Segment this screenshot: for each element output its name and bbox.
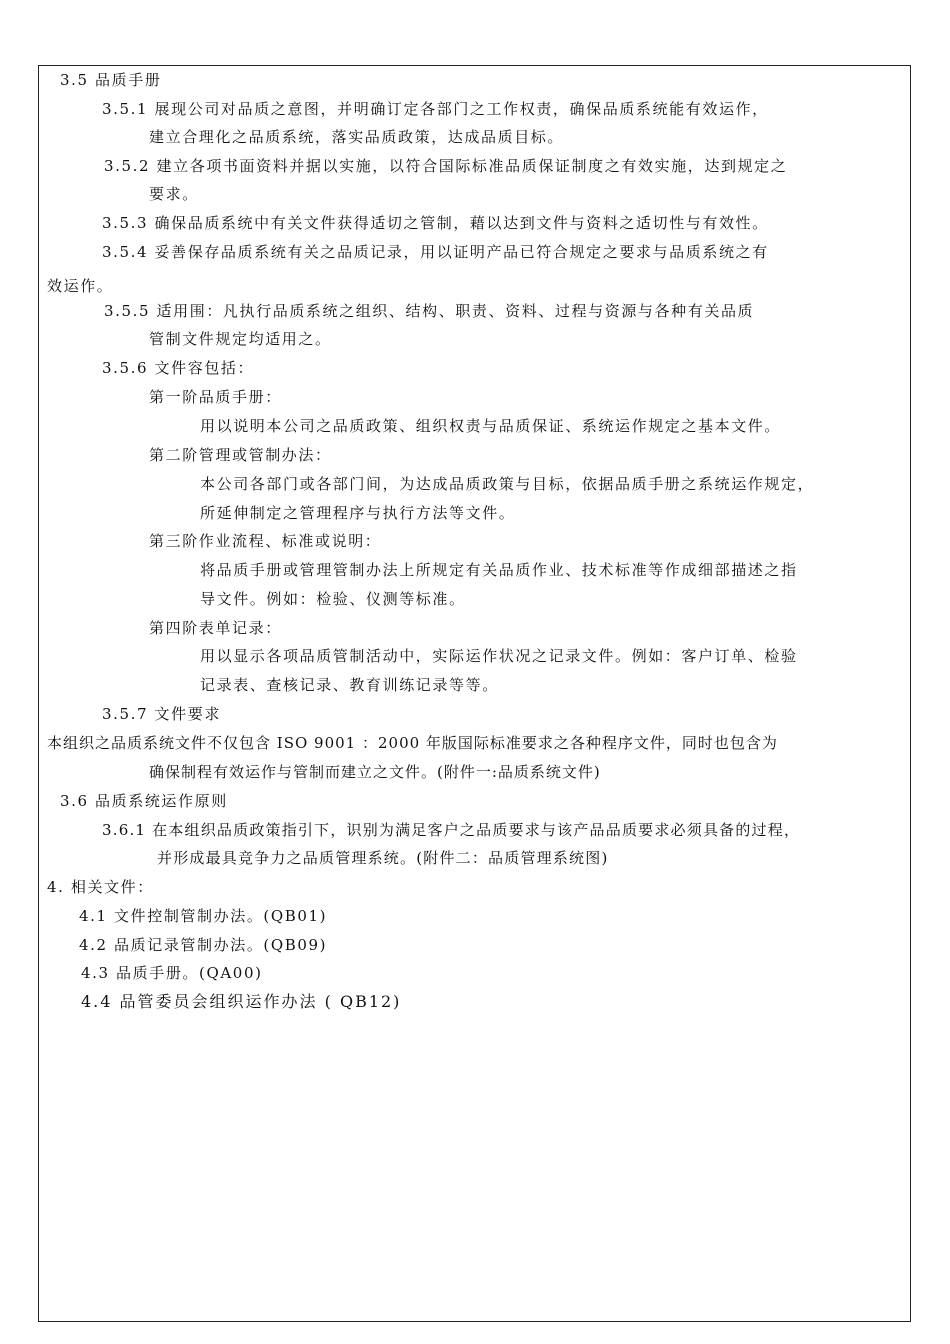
- clause-3-6-1-line1: 3.6.1 在本组织品质政策指引下，识别为满足客户之品质要求与该产品品质要求必须具备的过程，: [102, 821, 801, 839]
- tier3-description-line2: 导文件。例如：检验、仪测等标准。: [200, 590, 466, 608]
- clause-3-5-5-line1: 3.5.5 适用围：凡执行品质系统之组织、结构、职责、资料、过程与资源与各种有关品质: [104, 302, 755, 320]
- tier4-description-line1: 用以显示各项品质管制活动中，实际运作状况之记录文件。例如：客户订单、检验: [200, 647, 798, 665]
- related-doc-item: 4.1 文件控制管制办法。(QB01): [79, 907, 328, 925]
- related-doc-item: 4.3 品质手册。(QA00): [81, 964, 263, 982]
- section-3-5-heading: 3.5 品质手册: [60, 71, 162, 89]
- section-4-heading: 4. 相关文件：: [47, 878, 154, 896]
- tier3-description-line1: 将品质手册或管理管制办法上所规定有关品质作业、技术标准等作成细部描述之指: [200, 561, 798, 579]
- clause-3-5-6: 3.5.6 文件容包括：: [102, 359, 255, 377]
- clause-3-5-4-line1: 3.5.4 妥善保存品质系统有关之品质记录，用以证明产品已符合规定之要求与品质系统之有: [102, 243, 769, 261]
- tier4-title: 第四阶表单记录：: [149, 619, 282, 637]
- clause-3-5-2-line2: 要求。: [149, 185, 199, 203]
- related-doc-item: 4.2 品质记录管制办法。(QB09): [79, 936, 328, 954]
- clause-3-5-3: 3.5.3 确保品质系统中有关文件获得适切之管制，藉以达到文件与资料之适切性与有效性。: [102, 214, 769, 232]
- clause-3-5-7: 3.5.7 文件要求: [102, 705, 221, 723]
- tier1-title: 第一阶品质手册：: [149, 388, 282, 406]
- clause-3-5-1-line2: 建立合理化之品质系统，落实品质政策，达成品质目标。: [149, 128, 565, 146]
- tier3-title: 第三阶作业流程、标准或说明：: [149, 532, 382, 550]
- clause-3-5-5-line2: 管制文件规定均适用之。: [149, 330, 332, 348]
- tier2-title: 第二阶管理或管制办法：: [149, 446, 332, 464]
- section-3-6-heading: 3.6 品质系统运作原则: [60, 792, 228, 810]
- clause-3-6-1-line2: 并形成最具竞争力之品质管理系统。(附件二：品质管理系统图): [157, 849, 609, 867]
- clause-3-5-7-line1: 本组织之品质系统文件不仅包含 ISO 9001 ：2000 年版国际标准要求之各种程序文件，同时也包含为: [47, 734, 778, 752]
- tier1-description: 用以说明本公司之品质政策、组织权责与品质保证、系统运作规定之基本文件。: [200, 417, 782, 435]
- clause-3-5-1-line1: 3.5.1 展现公司对品质之意图，并明确订定各部门之工作权责，确保品质系统能有效运作，: [102, 100, 769, 118]
- tier2-description-line2: 所延伸制定之管理程序与执行方法等文件。: [200, 504, 516, 522]
- clause-3-5-4-line2: 效运作。: [47, 277, 114, 295]
- tier4-description-line2: 记录表、查核记录、教育训练记录等等。: [200, 676, 499, 694]
- clause-3-5-2-line1: 3.5.2 建立各项书面资料并据以实施，以符合国际标准品质保证制度之有效实施，达到规定之: [104, 157, 788, 175]
- related-doc-item: 4.4 品管委员会组织运作办法 ( QB12): [81, 992, 402, 1011]
- clause-3-5-7-line2: 确保制程有效运作与管制而建立之文件。(附件一:品质系统文件): [149, 763, 601, 781]
- tier2-description-line1: 本公司各部门或各部门间，为达成品质政策与目标，依据品质手册之系统运作规定，: [200, 475, 815, 493]
